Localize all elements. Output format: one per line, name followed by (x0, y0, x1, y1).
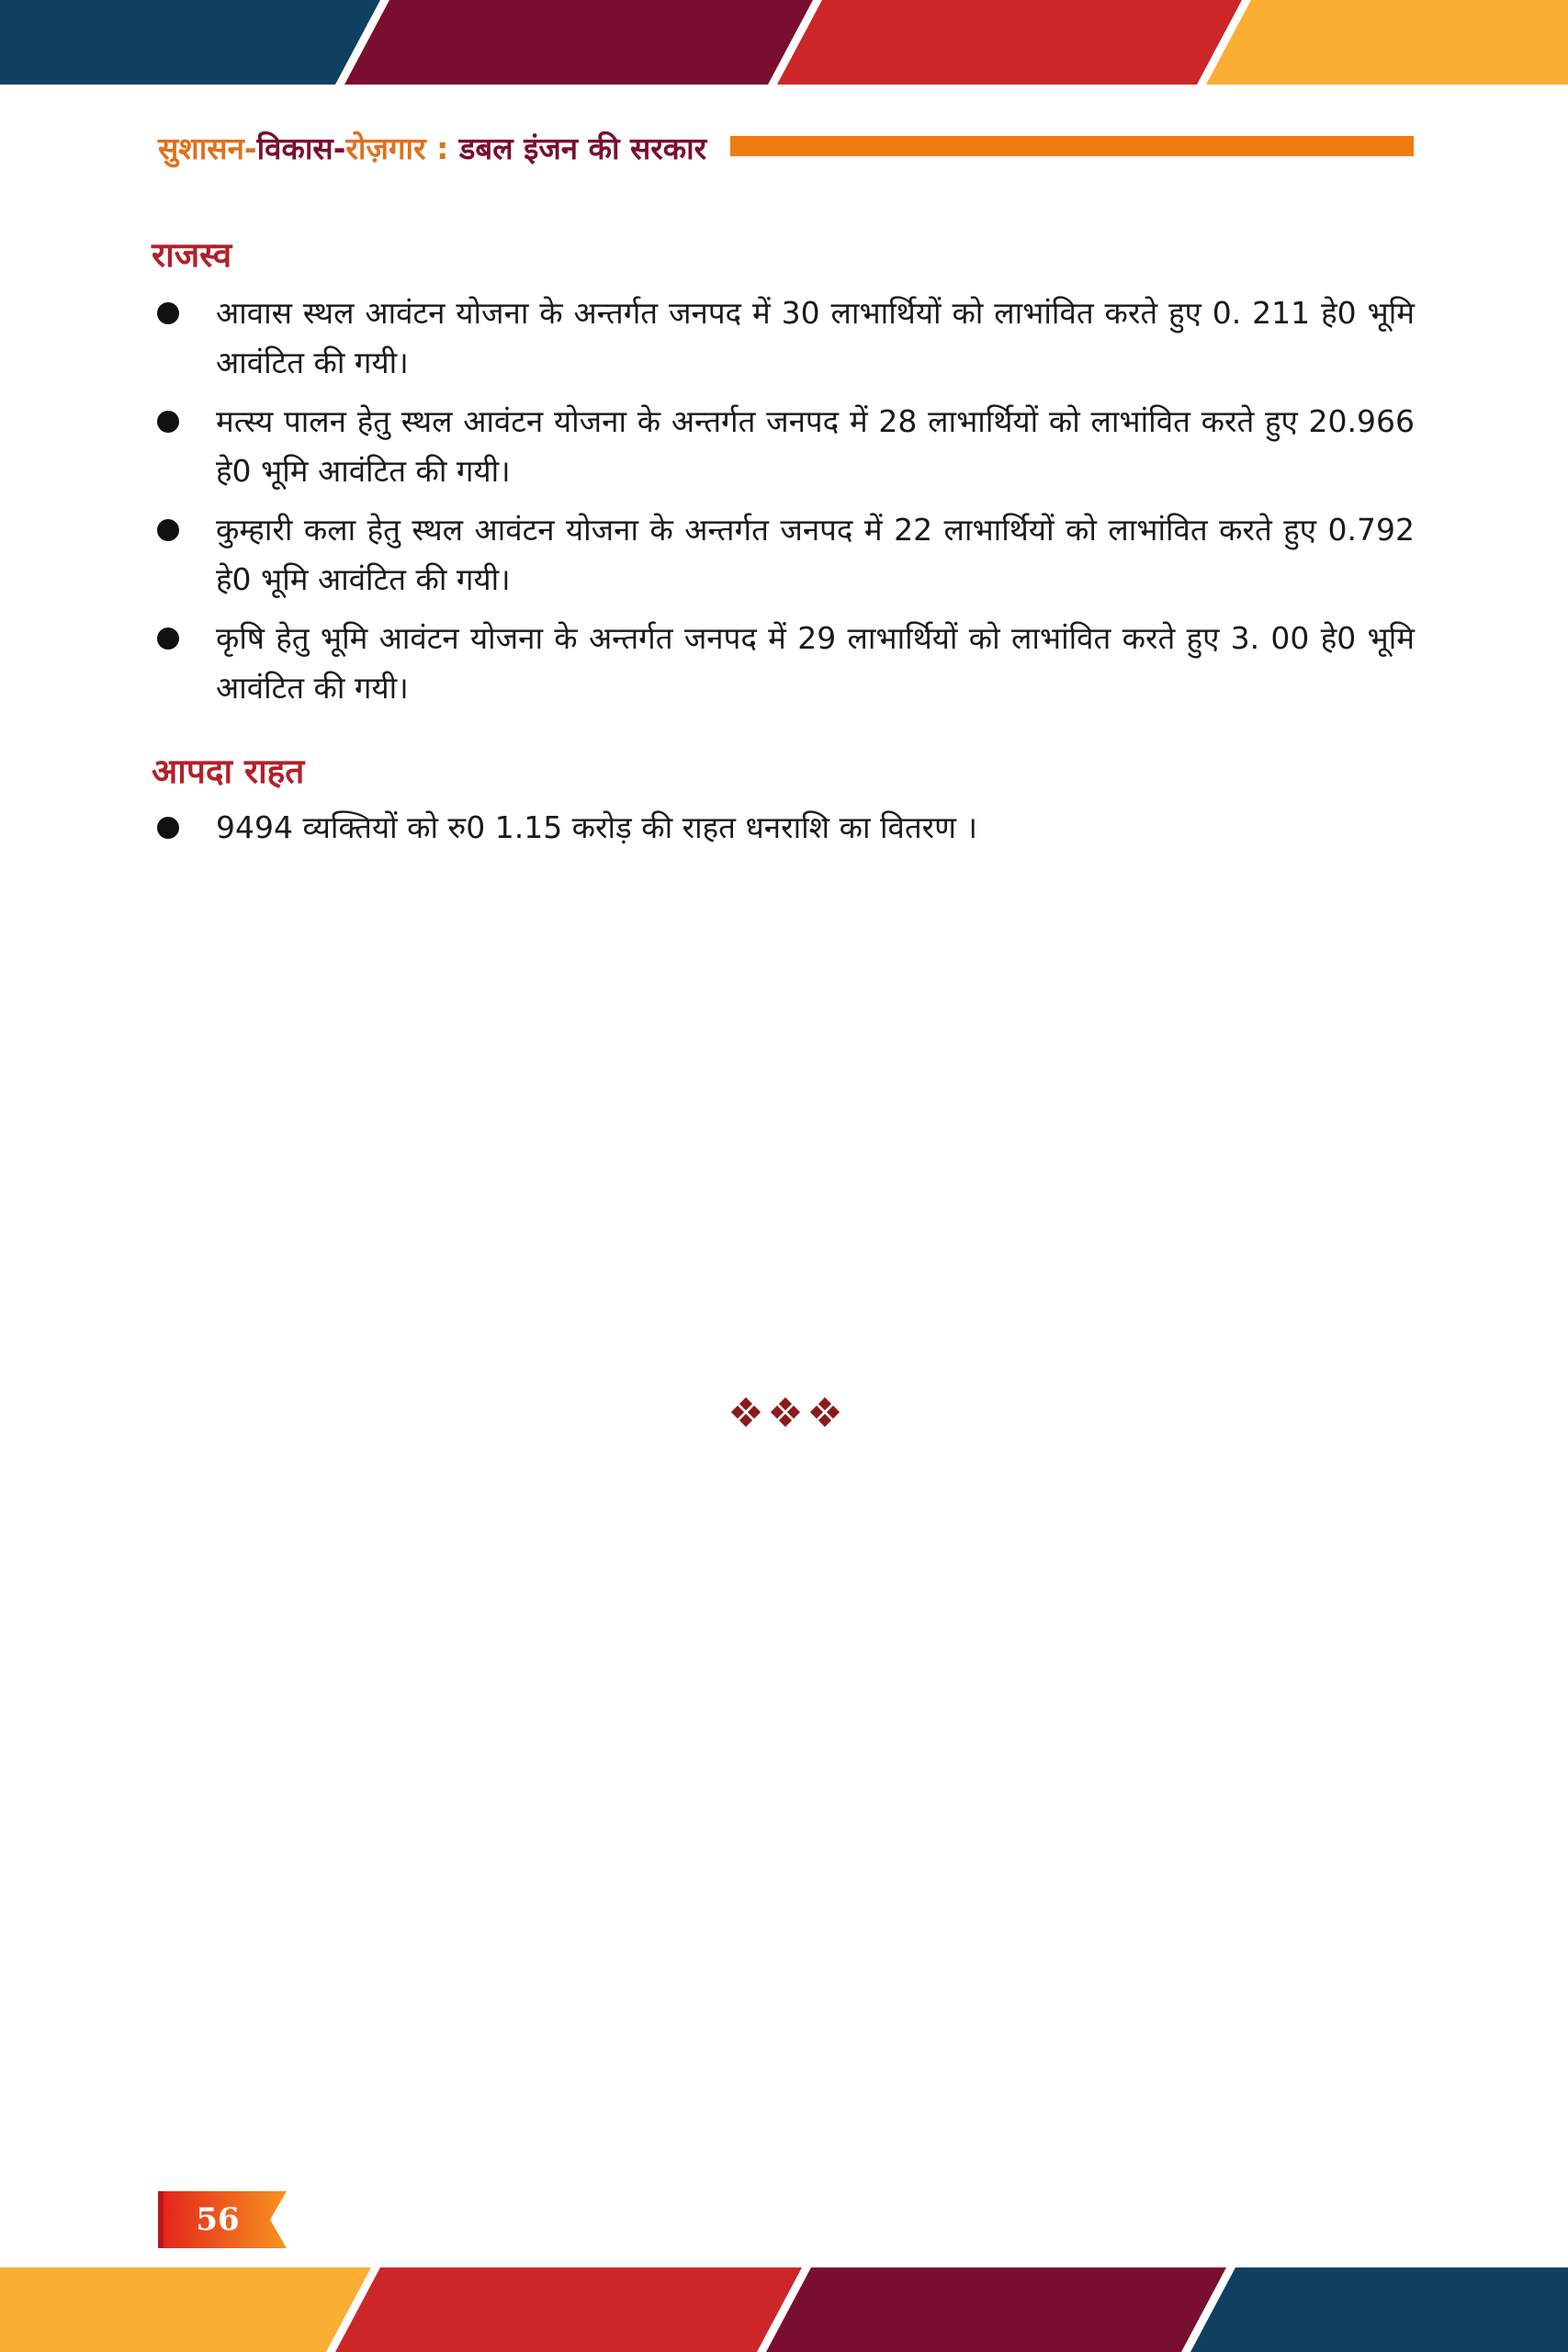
bullet-icon (157, 628, 179, 650)
list-item-text: मत्स्य पालन हेतु स्थल आवंटन योजना के अन्तर्गत जनपद में 28 लाभार्थियों को लाभांवित करते हुए 20.966 हे0 भूमि आवंटित की गयी। (216, 403, 1415, 489)
page-number-tab (158, 2191, 287, 2248)
bottom-color-band (0, 2267, 1568, 2352)
bullet-icon (157, 519, 179, 541)
list-item-text: कृषि हेतु भूमि आवंटन योजना के अन्तर्गत जनपद में 29 लाभार्थियों को लाभांवित करते हुए 3. 00 हे0 भूमि आवंटित की गयी। (216, 620, 1415, 706)
header-title-part-1: सुशासन- (158, 130, 257, 166)
bullet-icon (157, 302, 179, 324)
list-item (152, 397, 1415, 496)
section-heading-disaster-relief: आपदा राहत (152, 752, 305, 791)
list-item-text: 9494 व्यक्तियों को रु0 1.15 करोड़ की राहत धनराशि का वितरण । (216, 809, 978, 845)
bullet-icon (157, 817, 179, 839)
list-item (152, 288, 1415, 388)
running-header-title (158, 127, 706, 168)
list-item (152, 803, 1415, 853)
revenue-bullet-list (152, 288, 1415, 722)
top-color-band (0, 0, 1568, 85)
header-rule (730, 136, 1414, 156)
header-title-part-4: डबल इंजन की सरकार (458, 130, 707, 166)
list-item-text: कुम्हारी कला हेतु स्थल आवंटन योजना के अन्तर्गत जनपद में 22 लाभार्थियों को लाभांवित करते हुए 0.792 हे0 भूमि आवंटित की गयी। (216, 512, 1415, 597)
list-item (152, 614, 1415, 713)
disaster-relief-bullet-list (152, 803, 1415, 862)
header-title-part-3: रोज़गार : (345, 130, 459, 166)
list-item (152, 505, 1415, 605)
list-item-text: आवास स्थल आवंटन योजना के अन्तर्गत जनपद में 30 लाभार्थियों को लाभांवित करते हुए 0. 211 हे0 भूमि आवंटित की गयी। (216, 295, 1415, 380)
header-title-part-2: विकास- (256, 130, 346, 166)
bullet-icon (157, 411, 179, 433)
section-heading-revenue: राजस्व (152, 235, 232, 275)
end-ornament-icon (726, 1392, 845, 1432)
page-number: 56 (196, 2201, 240, 2238)
